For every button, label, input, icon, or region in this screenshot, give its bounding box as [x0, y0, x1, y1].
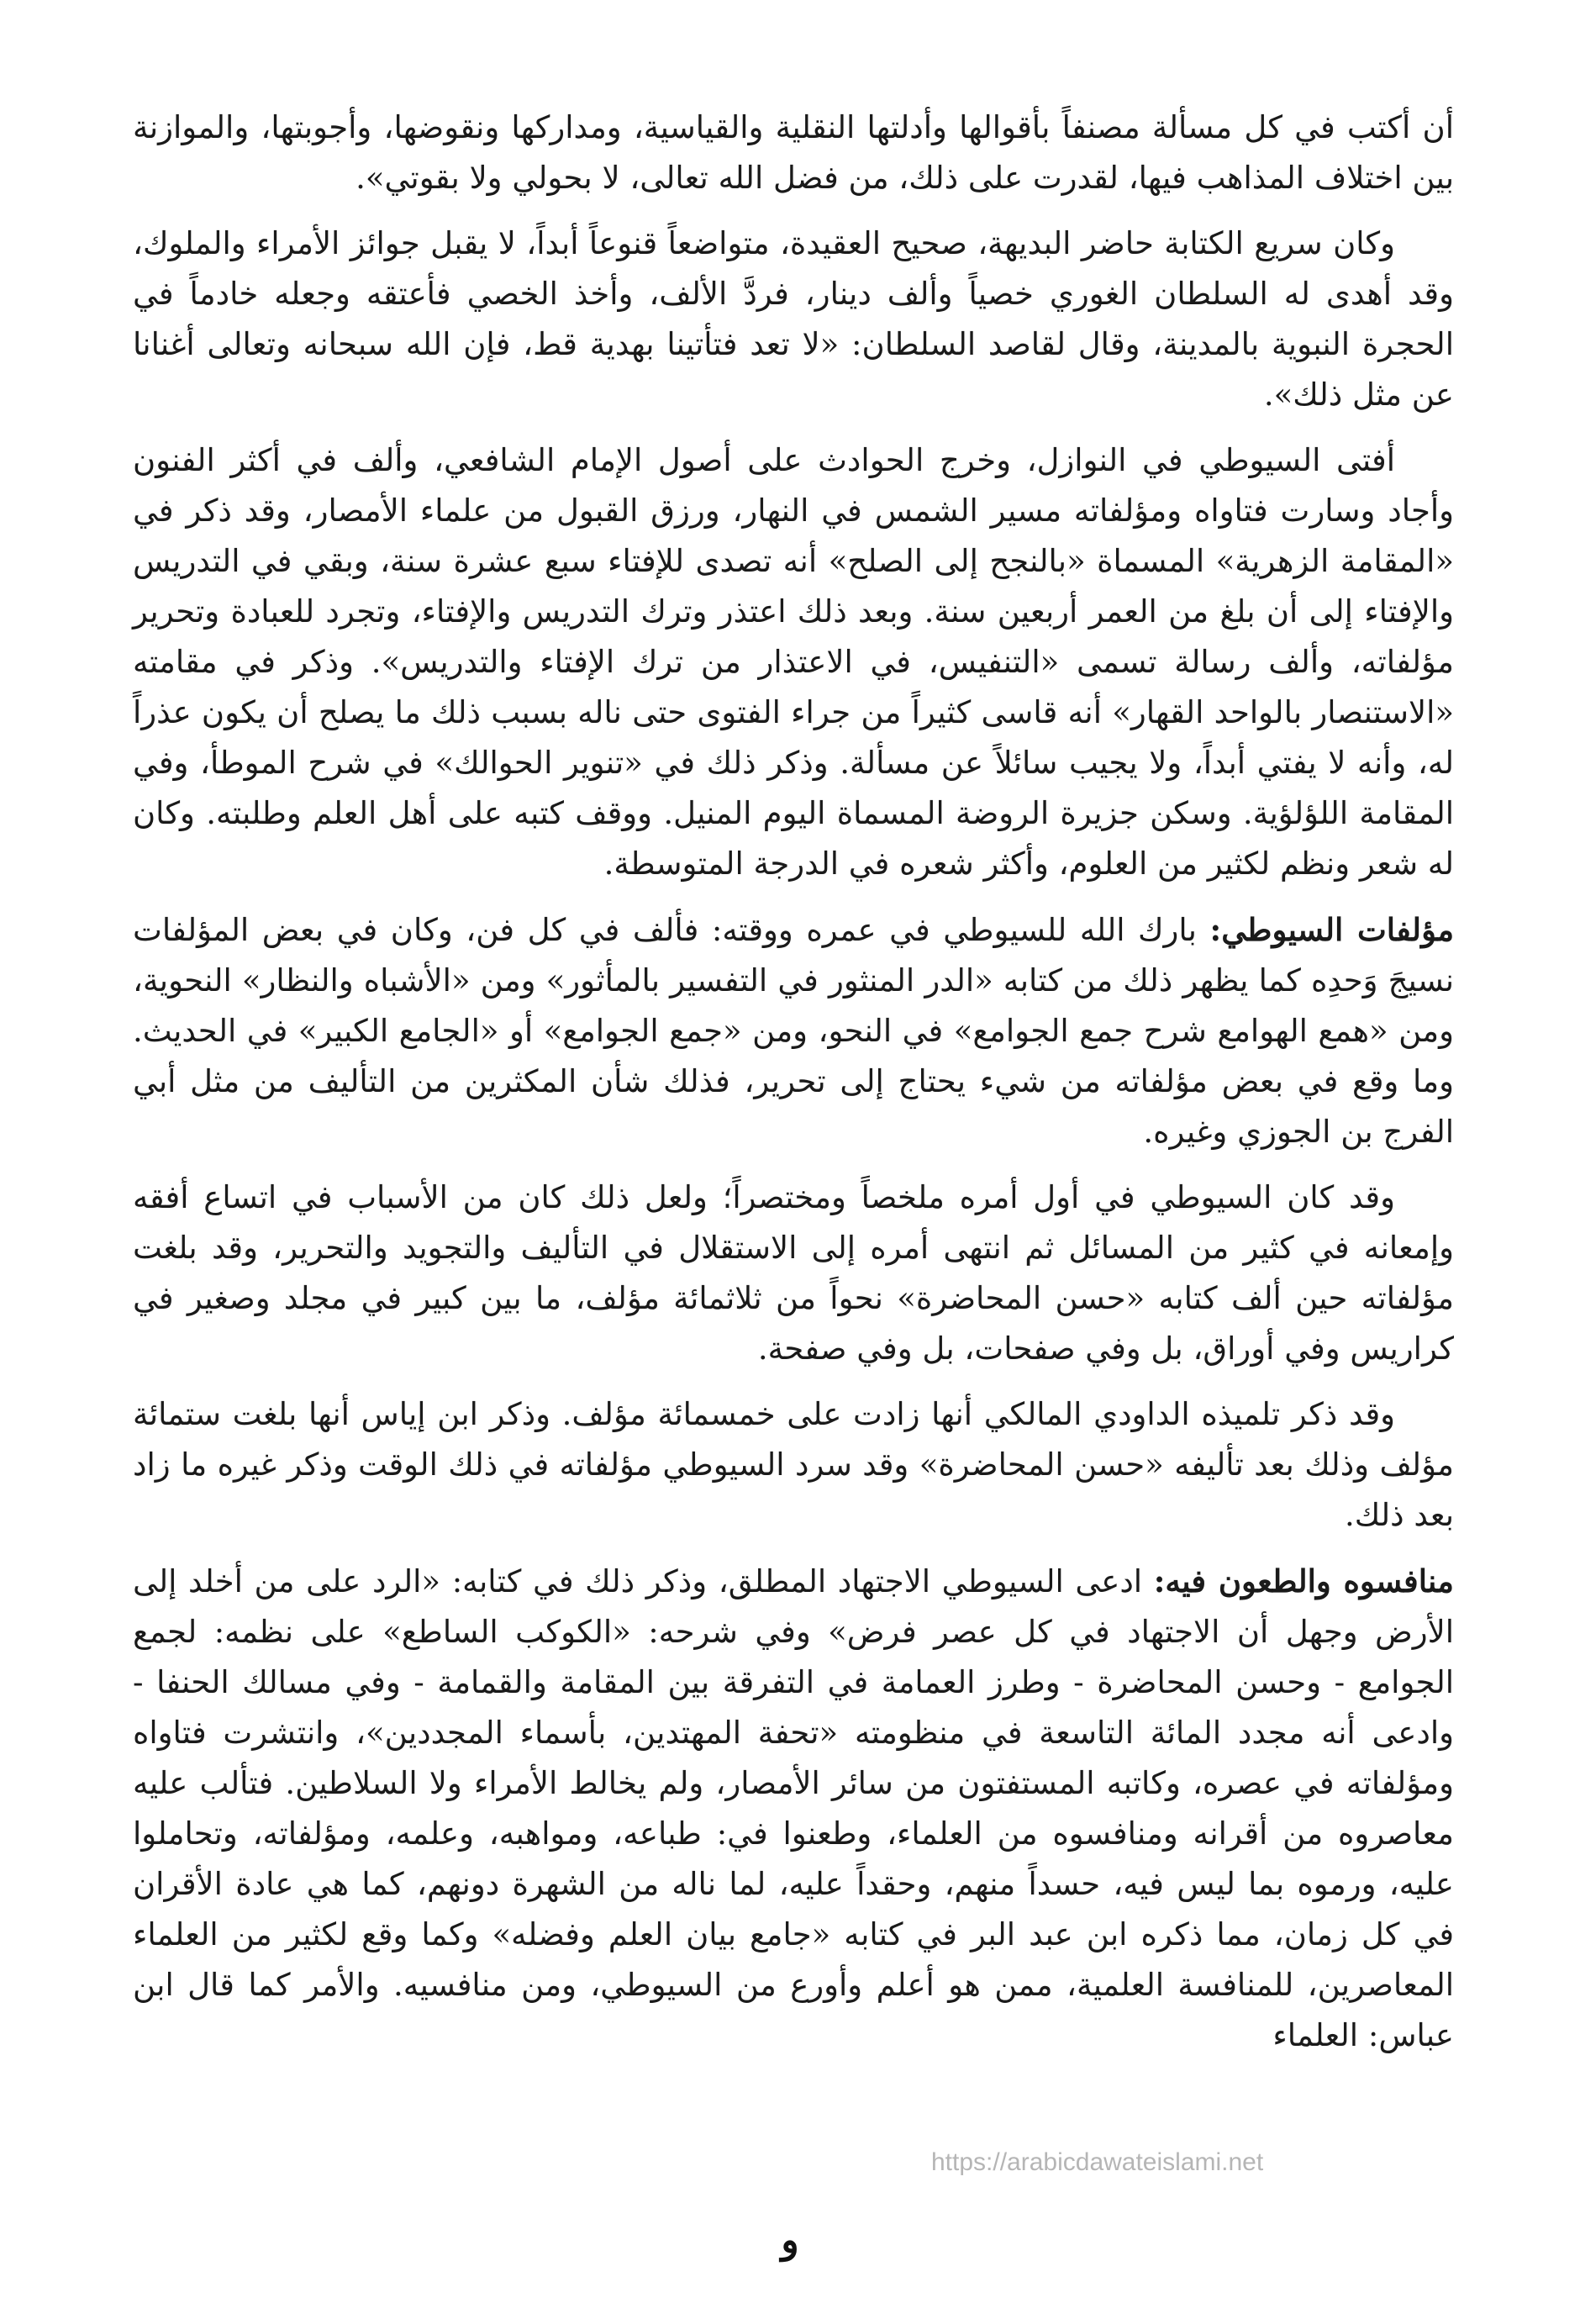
paragraph-text: وكان سريع الكتابة حاضر البديهة، صحيح العقيدة، متواضعاً قنوعاً أبداً، لا يقبل جوائز الأمراء والملوك، وقد أهدى له السلطان الغوري خصياً وألف دينار، فردَّ الألف، وأخذ الخصي فأعتقه وجعله خادماً في الحجرة النبوية بالمدينة، وقال لقاصد السلطان: «لا تعد فتأتينا بهدية قط، فإن الله سبحانه وتعالى أغنانا عن مثل ذلك».: [133, 225, 1454, 413]
paragraph-5: [133, 1173, 1454, 1374]
paragraph-text: وقد كان السيوطي في أول أمره ملخصاً ومختصراً؛ ولعل ذلك كان من الأسباب في اتساع أفقه وإمعانه في كثير من المسائل ثم انتهى أمره إلى الاستقلال في التأليف والتجويد والتحرير، وقد بلغت مؤلفاته حين ألف كتابه «حسن المحاضرة» نحواً من ثلاثمائة مؤلف، ما بين كبير في مجلد وصغير في كراريس وفي أوراق، بل وفي صفحات، بل وفي صفحة.: [133, 1179, 1454, 1367]
section-heading-works: مؤلفات السيوطي:: [1209, 911, 1455, 948]
paragraph-text: بارك الله للسيوطي في عمره ووقته: فألف في كل فن، وكان في بعض المؤلفات نسيجَ وَحدِه كما يظهر ذلك من كتابه «الدر المنثور في التفسير بالمأثور» ومن «الأشباه والنظار» النحوية، ومن «همع الهوامع شرح جمع الجوامع» في النحو، ومن «جمع الجوامع» أو «الجامع الكبير» في الحديث. وما وقع في بعض مؤلفاته من شيء يحتاج إلى تحرير، فذلك شأن المكثرين من التأليف من مثل أبي الفرج بن الجوزي وغيره.: [133, 912, 1454, 1150]
page-number: و: [781, 2219, 799, 2262]
paragraph-7: [133, 1556, 1454, 2061]
watermark-url: https://arabicdawateislami.net: [931, 2148, 1264, 2176]
paragraph-text: أن أكتب في كل مسألة مصنفاً بأقوالها وأدلتها النقلية والقياسية، ومداركها ونقوضها، وأجوبتها، والموازنة بين اختلاف المذاهب فيها، لقدرت على ذلك، من فضل الله تعالى، لا بحولي ولا بقوتي».: [133, 109, 1454, 196]
paragraph-text: ادعى السيوطي الاجتهاد المطلق، وذكر ذلك في كتابه: «الرد على من أخلد إلى الأرض وجهل أن الاجتهاد في كل عصر فرض» وفي شرحه: «الكوكب الساطع» على نظمه: لجمع الجوامع - وحسن المحاضرة - وطرز العمامة في التفرقة بين المقامة والقمامة - وفي مسالك الحنفا - وادعى أنه مجدد المائة التاسعة في منظومته «تحفة المهتدين، بأسماء المجددين»، وانتشرت فتاواه ومؤلفاته في عصره، وكاتبه المستفتون من سائر الأمصار، ولم يخالط الأمراء ولا السلاطين. فتألب عليه معاصروه من أقرانه ومنافسوه من العلماء، وطعنوا في: طباعه، ومواهبه، وعلمه، ومؤلفاته، وتحاملوا عليه، ورموه بما ليس فيه، حسداً منهم، وحقداً عليه، لما ناله من الشهرة دونهم، كما هي عادة الأقران في كل زمان، مما ذكره ابن عبد البر في كتابه «جامع بيان العلم وفضله» وكما وقع لكثير من العلماء المعاصرين، للمنافسة العلمية، ممن هو أعلم وأورع من السيوطي، ومن منافسيه. والأمر كما قال ابن عباس: العلماء: [133, 1563, 1454, 2053]
paragraph-6: [133, 1389, 1454, 1541]
paragraph-text: أفتى السيوطي في النوازل، وخرج الحوادث على أصول الإمام الشافعي، وألف في أكثر الفنون وأجاد وسارت فتاواه ومؤلفاته مسير الشمس في النهار، ورزق القبول من علماء الأمصار، وقد ذكر في «المقامة الزهرية» المسماة «بالنجح إلى الصلح» أنه تصدى للإفتاء سبع عشرة سنة، وبقي في التدريس والإفتاء إلى أن بلغ من العمر أربعين سنة. وبعد ذلك اعتذر وترك التدريس والإفتاء، وتجرد للعبادة وتحرير مؤلفاته، وألف رسالة تسمى «التنفيس، في الاعتذار من ترك الإفتاء والتدريس». وذكر في مقامته «الاستنصار بالواحد القهار» أنه قاسى كثيراً من جراء الفتوى حتى ناله بسبب ذلك ما يصلح أن يكون عذراً له، وأنه لا يفتي أبداً، ولا يجيب سائلاً عن مسألة. وذكر ذلك في «تنوير الحوالك» في شرح الموطأ، وفي المقامة اللؤلؤية. وسكن جزيرة الروضة المسماة اليوم المنيل. ووقف كتبه على أهل العلم وطلبته. وكان له شعر ونظم لكثير من العلوم، وأكثر شعره في الدرجة المتوسطة.: [133, 442, 1454, 882]
paragraph-2: [133, 219, 1454, 420]
paragraph-text: وقد ذكر تلميذه الداودي المالكي أنها زادت على خمسمائة مؤلف. وذكر ابن إياس أنها بلغت ستمائة مؤلف وذلك بعد تأليفه «حسن المحاضرة» وقد سرد السيوطي مؤلفاته في ذلك الوقت وذكر غيره ما زاد بعد ذلك.: [133, 1396, 1454, 1533]
section-heading-rivals: منافسوه والطعون فيه:: [1153, 1563, 1454, 1599]
paragraph-4: [133, 904, 1454, 1157]
paragraph-3: [133, 435, 1454, 889]
page-body: [133, 103, 1454, 2221]
paragraph-1: [133, 103, 1454, 203]
